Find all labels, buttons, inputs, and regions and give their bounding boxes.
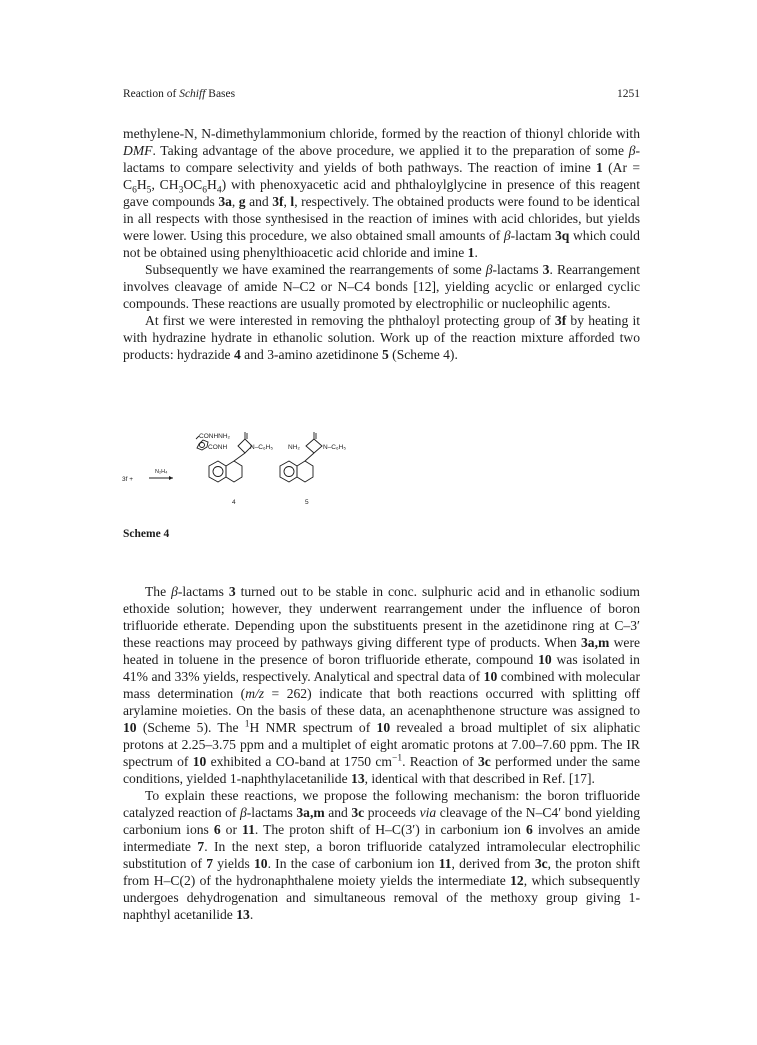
paragraph-1: methylene-N, N-dimethylammonium chloride, formed by the reaction of thionyl chloride with DMF. Taking advantage of the above procedure, we applied it to the preparation of some β-lactams to compare selectivity and yields of both pathways. The reaction of imine 1 ($Ar = C_6H_5$, $CH_3OC_6H_4$) with phenoxyacetic acid and phthaloylglycine in presence of this reagent gave compounds 3a, g and 3f, l, respectively. The obtained products were found to be identical in all respects with those synthesised in the reaction of imines with acid chlorides, but yields were lower. Using this procedure, we also obtained small amounts of β-lactam 3q which could not be obtained using phenylthioacetic acid chloride and imine 1. [123, 126, 641, 260]
reagent-label: N₂H₄ [155, 469, 168, 475]
paragraph-3: At first we were interested in removing the phthaloyl protecting group of 3f by heating it with hydrazine hydrate in ethanolic solution. Work up of the reaction mixture afforded two products: hydrazide 4 and 3-amino azetidinone 5 (Scheme 4). [123, 313, 641, 362]
paragraph-4: The β-lactams 3 turned out to be stable in conc. sulphuric acid and in ethanolic sodium ethoxide solution; however, they underwent rearrangement under the influence of boron trifluoride etherate. Depending upon the substituents present in the azetidinone ring at C–3′ these reactions may proceed by pathways giving different type of products. When 3a,m were heated in toluene in the presence of boron trifluoride etherate, compound 10 was isolated in 41% and 33% yields, respectively. Analytical and spectral data of 10 combined with molecular mass determination (m/z = 262) indicate that both reactions occurred with splitting off arylamine moieties. On the basis of these data, an acenaphthenone structure was assigned to 10 (Scheme 5). The $^1$H NMR spectrum of 10 revealed a broad multiplet of six aliphatic protons at 2.25–3.75 ppm and a multiplet of eight aromatic protons at 7.00–7.60 ppm. The IR spectrum of 10 exhibited a CO-band at 1750 $cm^{-1}$. Reaction of 3c performed under the same conditions, yielded 1-naphthylacetanilide 13, identical with that described in Ref. [17]. [123, 584, 641, 786]
arrowhead-icon [169, 476, 173, 480]
amide-group-label: CONH [208, 444, 228, 451]
scheme-4-figure [118, 424, 368, 524]
running-header [123, 88, 640, 104]
n-phenyl-label-5: N–C₆H₅ [323, 444, 346, 451]
page-number: 1251 [617, 88, 640, 100]
n-phenyl-label-4: N–C₆H₅ [250, 444, 273, 451]
paragraph-5: To explain these reactions, we propose the following mechanism: the boron trifluoride catalyzed reaction of β-lactams 3a,m and 3c proceeds via cleavage of the N–C4′ bond yielding carbonium ions 6 or 11. The proton shift of H–C(3′) in carbonium ion 6 involves an amide intermediate 7. In the next step, a boron trifluoride catalyzed intramolecular electrophilic substitution of 7 yields 10. In the case of carbonium ion 11, derived from 3c, the proton shift from H–C(2) of the hydronaphthalene moiety yields the intermediate 12, which subsequently undergoes dehydrogenation and simultaneous removal of the methoxy group giving 1-naphthyl acetanilide 13. [123, 788, 641, 922]
text-block-bottom [123, 583, 640, 923]
scheme-caption: Scheme 4 [123, 528, 170, 540]
text-block-top [123, 125, 640, 363]
hydrazide-group-label: CONHNH₂ [199, 433, 231, 440]
compound-5-label: 5 [305, 499, 309, 506]
compound-5-structure [280, 432, 346, 506]
amino-group-label: NH₂ [288, 444, 300, 451]
running-title: Reaction of Schiff Bases [123, 88, 236, 100]
compound-4-structure [196, 432, 273, 506]
reactant-label: 3f + [122, 476, 134, 483]
compound-4-label: 4 [232, 499, 236, 506]
paragraph-2: Subsequently we have examined the rearrangements of some β-lactams 3. Rearrangement involves cleavage of amide N–C2 or N–C4 bonds [12], yielding acyclic or enlarged cyclic compounds. These reactions are usually promoted by electrophilic or nucleophilic agents. [123, 262, 640, 311]
